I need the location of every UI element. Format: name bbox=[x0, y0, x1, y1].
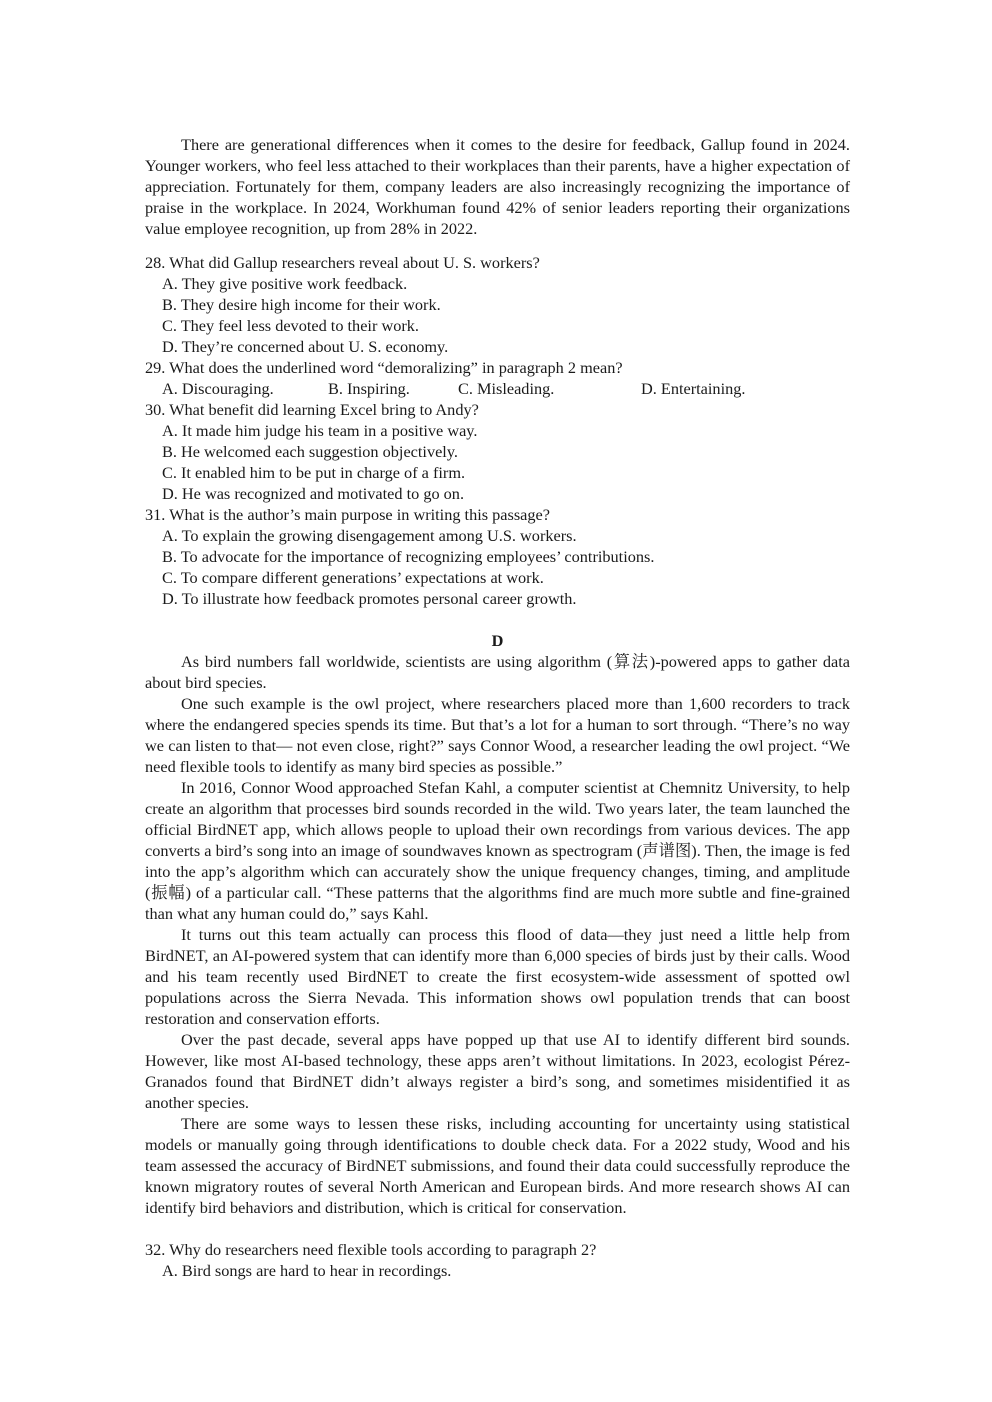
option-c: C. To compare different generations’ expectations at work. bbox=[162, 568, 544, 587]
question-29 bbox=[145, 357, 850, 399]
exam-page bbox=[145, 134, 850, 1281]
option-c: C. They feel less devoted to their work. bbox=[162, 316, 419, 335]
option-c: C. Misleading. bbox=[458, 379, 555, 398]
spacer bbox=[145, 239, 850, 252]
option-a: A. They give positive work feedback. bbox=[162, 274, 408, 293]
question-stem: 31. What is the author’s main purpose in writing this passage? bbox=[145, 505, 551, 524]
option-d: D. Entertaining. bbox=[641, 379, 746, 398]
option-a: A. It made him judge his team in a positive way. bbox=[162, 421, 478, 440]
option-a: A. Discouraging. bbox=[162, 379, 274, 398]
option-c: C. It enabled him to be put in charge of a firm. bbox=[162, 463, 466, 482]
option-a: A. Bird songs are hard to hear in recordings. bbox=[162, 1261, 452, 1280]
spacer bbox=[145, 1218, 850, 1239]
spacer bbox=[145, 609, 850, 630]
passage-d-paragraph-4: It turns out this team actually can process this flood of data—they just need a little help from BirdNET, an AI-powered system that can identify more than 6,000 species of birds just by their calls. Wood and his team recently used BirdNET to create the first ecosystem-wide assessment of spotted owl populations across the Sierra Nevada. This information shows owl population trends that can boost restoration and conservation efforts. bbox=[145, 925, 850, 1028]
question-stem: 29. What does the underlined word “demoralizing” in paragraph 2 mean? bbox=[145, 358, 623, 377]
option-b: B. He welcomed each suggestion objectively. bbox=[162, 442, 458, 461]
question-31 bbox=[145, 504, 850, 609]
passage-d-paragraph-5: Over the past decade, several apps have popped up that use AI to identify different bird sounds. However, like most AI-based technology, these apps aren’t without limitations. In 2023, ecologist Pérez-Granados found that BirdNET didn’t always register a bird’s song, and sometimes misidentified it as another species. bbox=[145, 1030, 850, 1112]
question-stem: 28. What did Gallup researchers reveal about U. S. workers? bbox=[145, 253, 540, 272]
section-title: D bbox=[491, 631, 504, 650]
option-d: D. They’re concerned about U. S. economy. bbox=[162, 337, 449, 356]
passage-d-paragraph-3: In 2016, Connor Wood approached Stefan Kahl, a computer scientist at Chemnitz University, to help create an algorithm that processes bird sounds recorded in the wild. Two years later, the team launched the official BirdNET app, which allows people to upload their own recordings from various devices. The app converts a bird’s song into an image of soundwaves known as spectrogram (声谱图). Then, the image is fed into the app’s algorithm which can accurately show the unique frequency changes, timing, and amplitude (振幅) of a particular call. “These patterns that the algorithms find are much more subtle and fine-grained than what any human could do,” says Kahl. bbox=[145, 778, 850, 923]
passage-c-final-paragraph: There are generational differences when it comes to the desire for feedback, Gallup found in 2024. Younger workers, who feel less attached to their workplaces than their parents, have a higher expectation of appreciation. Fortunately for them, company leaders are also increasingly recognizing the importance of praise in the workplace. In 2024, Workhuman found 42% of senior leaders reporting their organizations value employee recognition, up from 28% in 2022. bbox=[145, 135, 850, 238]
option-b: B. They desire high income for their work. bbox=[162, 295, 441, 314]
question-32 bbox=[145, 1239, 850, 1281]
option-d: D. To illustrate how feedback promotes personal career growth. bbox=[162, 589, 577, 608]
question-30 bbox=[145, 399, 850, 504]
option-d: D. He was recognized and motivated to go on. bbox=[162, 484, 465, 503]
question-stem: 30. What benefit did learning Excel bring to Andy? bbox=[145, 400, 479, 419]
option-b: B. Inspiring. bbox=[328, 379, 410, 398]
question-stem: 32. Why do researchers need flexible tools according to paragraph 2? bbox=[145, 1240, 597, 1259]
passage-d-paragraph-6: There are some ways to lessen these risks, including accounting for uncertainty using statistical models or manually going through identifications to double check data. For a 2022 study, Wood and his team assessed the accuracy of BirdNET submissions, and found their data could successfully reproduce the known migratory routes of several North American and European birds. And more research shows AI can identify bird behaviors and distribution, which is critical for conservation. bbox=[145, 1114, 850, 1217]
question-28 bbox=[145, 252, 850, 357]
options-row bbox=[145, 378, 850, 399]
option-a: A. To explain the growing disengagement among U.S. workers. bbox=[162, 526, 577, 545]
passage-d-paragraph-2: One such example is the owl project, where researchers placed more than 1,600 recorders to track where the endangered species spends its time. But that’s a lot for a human to sort through. “There’s no way we can listen to that— not even close, right?” says Connor Wood, a researcher leading the owl project. “We need flexible tools to identify as many bird species as possible.” bbox=[145, 694, 850, 776]
option-b: B. To advocate for the importance of recognizing employees’ contributions. bbox=[162, 547, 655, 566]
passage-d-paragraph-1: As bird numbers fall worldwide, scientists are using algorithm (算法)-powered apps to gather data about bird species. bbox=[145, 652, 850, 692]
